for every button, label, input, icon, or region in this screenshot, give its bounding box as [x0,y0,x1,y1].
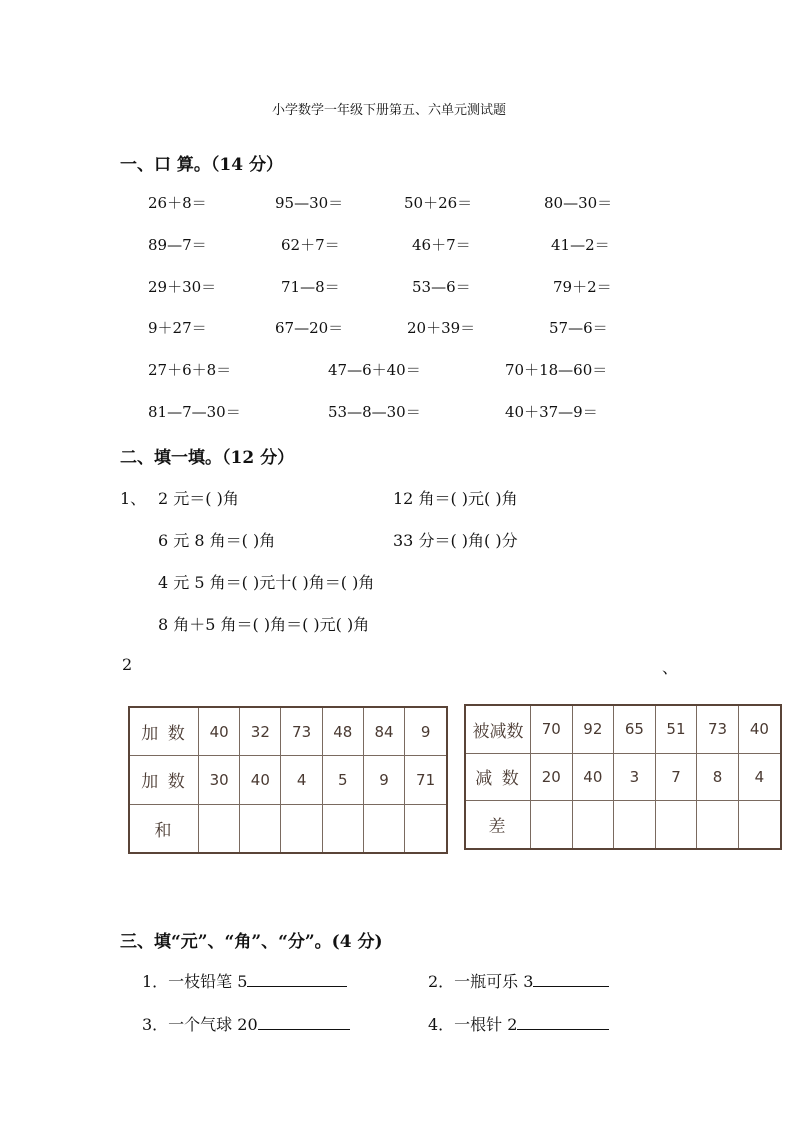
answer-cell[interactable] [738,801,781,849]
problem: 50＋26＝ [404,194,473,212]
problem: 81—7—30＝ [148,403,241,421]
table-cell: 48 [322,707,363,756]
fill-line: 2 元＝( )角 [158,489,239,508]
table-cell: 40 [240,756,281,804]
answer-blank[interactable] [517,1015,609,1030]
problem: 70＋18—60＝ [505,361,608,379]
answer-cell[interactable] [281,804,322,853]
punctuation-mark: 、 [662,658,679,677]
answer-cell[interactable] [614,801,656,849]
row-label: 和 [129,804,199,853]
answer-cell[interactable] [697,801,739,849]
section3-heading: 三、填“元”、“角”、“分”。(4 分) [120,932,383,952]
row-label: 差 [465,801,531,849]
question-text: 1．一枝铅笔 5 [142,972,248,991]
fill-line: 6 元 8 角＝( )角 [158,531,276,550]
problem: 9＋27＝ [148,319,207,337]
table-cell: 40 [199,707,240,756]
table-cell: 65 [614,705,656,753]
addition-table [128,706,448,854]
problem: 80—30＝ [544,194,613,212]
table-cell: 5 [322,756,363,804]
problem: 26＋8＝ [148,194,207,212]
row-label: 加 数 [129,756,199,804]
problem: 46＋7＝ [412,236,471,254]
question-text: 2．一瓶可乐 3 [428,972,534,991]
problem: 53—6＝ [412,278,471,296]
answer-blank[interactable] [258,1015,350,1030]
problem: 67—20＝ [275,319,344,337]
table-cell: 4 [281,756,322,804]
fill-line: 12 角＝( )元( )角 [393,489,518,508]
fill-line: 33 分＝( )角( )分 [393,531,518,550]
table-cell: 51 [655,705,697,753]
answer-cell[interactable] [199,804,240,853]
table-cell: 32 [240,707,281,756]
table-cell: 40 [572,753,614,800]
problem: 57—6＝ [549,319,608,337]
subtraction-table [464,704,782,850]
table-cell: 7 [655,753,697,800]
table-cell: 30 [199,756,240,804]
problem: 20＋39＝ [407,319,476,337]
answer-cell[interactable] [572,801,614,849]
problem: 47—6＋40＝ [328,361,421,379]
problem: 41—2＝ [551,236,610,254]
section1-heading: 一、口 算。（14 分） [120,155,283,175]
problem: 27＋6＋8＝ [148,361,232,379]
problem: 29＋30＝ [148,278,217,296]
table-cell: 9 [363,756,404,804]
fill-line: 8 角＋5 角＝( )角＝( )元( )角 [158,615,370,634]
table-cell: 40 [738,705,781,753]
answer-cell[interactable] [655,801,697,849]
problem: 89—7＝ [148,236,207,254]
question-text: 3．一个气球 20 [142,1015,258,1034]
section2-heading: 二、填一填。（12 分） [120,448,295,468]
unit-question [428,1012,609,1035]
answer-blank[interactable] [533,972,609,987]
table-cell: 92 [572,705,614,753]
table-cell: 4 [738,753,781,800]
item-number: 1、 [120,489,147,508]
table-cell: 84 [363,707,404,756]
table-cell: 9 [405,707,447,756]
answer-cell[interactable] [405,804,447,853]
table-cell: 3 [614,753,656,800]
problem: 62＋7＝ [281,236,340,254]
answer-cell[interactable] [363,804,404,853]
problem: 95—30＝ [275,194,344,212]
table-cell: 73 [281,707,322,756]
row-label: 被减数 [465,705,531,753]
unit-question [142,1012,350,1035]
table-cell: 71 [405,756,447,804]
answer-blank[interactable] [247,972,347,987]
problem: 40＋37—9＝ [505,403,598,421]
row-label: 减 数 [465,753,531,800]
table-cell: 8 [697,753,739,800]
unit-question [428,969,609,992]
item-number: 2 [122,655,133,674]
problem: 71—8＝ [281,278,340,296]
answer-cell[interactable] [240,804,281,853]
problem: 79＋2＝ [553,278,612,296]
answer-cell[interactable] [531,801,573,849]
table-cell: 70 [531,705,573,753]
table-cell: 20 [531,753,573,800]
fill-line: 4 元 5 角＝( )元十( )角＝( )角 [158,573,375,592]
unit-question [142,969,347,992]
row-label: 加 数 [129,707,199,756]
question-text: 4．一根针 2 [428,1015,518,1034]
document-title: 小学数学一年级下册第五、六单元测试题 [272,103,507,118]
answer-cell[interactable] [322,804,363,853]
problem: 53—8—30＝ [328,403,421,421]
table-cell: 73 [697,705,739,753]
